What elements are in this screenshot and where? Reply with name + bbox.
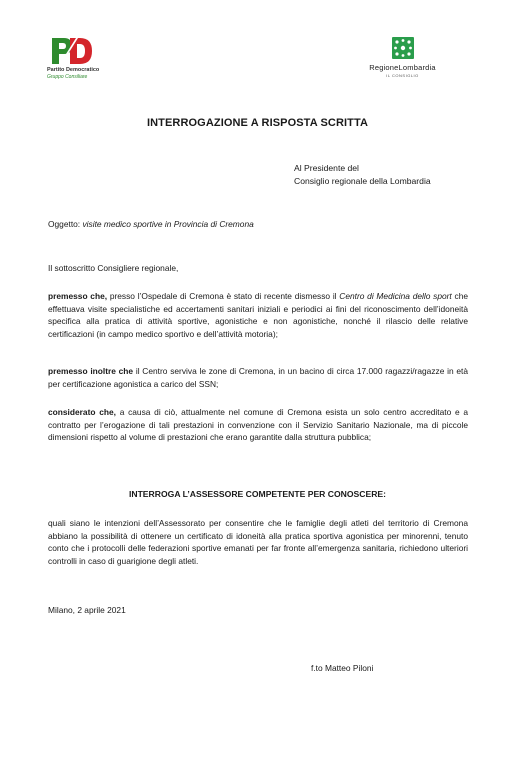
addressee-line2: Consiglio regionale della Lombardia [294,176,431,186]
premise-paragraph-2 [48,365,468,390]
request-paragraph: quali siano le intenzioni dell’Assessorato per consentire che le famiglie degli atleti del territorio di Cremona abbiano la possibilità di ottenere un certificato di idoneità alla pratica sportiva agonistica per minorenni, tenuto conto che i protocolli delle federazioni sportive emanati per far fronte all’emergenza sanitaria, richiedono ulteriori controlli in caso di guarigione degli atleti. [48,518,468,566]
document-title: INTERROGAZIONE A RISPOSTA SCRITTA [146,117,369,129]
subject-text: visite medico sportive in Provincia di Cremona [82,219,254,229]
request-heading: INTERROGA L’ASSESSORE COMPETENTE PER CONOSCERE: [128,489,387,499]
addressee-block [294,162,431,188]
pd-logo-line1: Partito Democratico [47,67,100,73]
premise-2-lead: premesso inoltre che [48,366,134,376]
date-line: Milano, 2 aprile 2021 [48,605,126,615]
signature: f.to Matteo Piloni [311,663,374,673]
premise-paragraph-1 [48,290,468,340]
subject-line [48,218,468,231]
considered-paragraph [48,406,468,444]
rosa-camuna-icon [391,36,415,60]
premise-1-italic: Centro di Medicina dello sport [339,291,452,301]
premise-1-text-a: presso l’Ospedale di Cremona è stato di recente dismesso il [109,291,337,301]
regione-lombardia-name: RegioneLombardia [369,63,436,72]
premise-2-text: il Centro serviva le zone di Cremona, in un bacino di circa 17.000 ragazzi/ragazze in età per certificazione agonistica a carico del SSN; [48,366,469,389]
premise-1-text-b: che effettuava visite specialistiche ed accertamenti sanitari iniziali e periodici ai fini del riconoscimento dell’idoneità specifica alla pratica di attività sportive, agonistiche e non agonistiche, nonché il rilascio delle relative certificazioni (in campo medico sportivo e dell’attività motoria); [48,291,469,339]
considered-lead: considerato che, [48,407,116,417]
pd-logo-line2: Gruppo Consiliare [47,74,88,80]
pd-logo [47,36,101,88]
considered-text: a causa di ciò, attualmente nel comune di Cremona esista un solo centro accreditato e a contratto per l’erogazione di tali prestazioni in convenzione con il Servizio Sanitario Nazionale, ma di piccole dimensioni rispetto al volume di prestazioni che erano garantite dalla struttura pubblica; [48,407,469,443]
pd-logo-mark-icon [50,36,94,66]
addressee-line1: Al Presidente del [294,163,359,173]
regione-lombardia-sub: IL CONSIGLIO [386,73,419,78]
intro-line: Il sottoscritto Consigliere regionale, [48,263,179,273]
premise-1-lead: premesso che, [48,291,108,301]
regione-lombardia-logo [355,36,450,82]
subject-label: Oggetto: [48,219,81,229]
